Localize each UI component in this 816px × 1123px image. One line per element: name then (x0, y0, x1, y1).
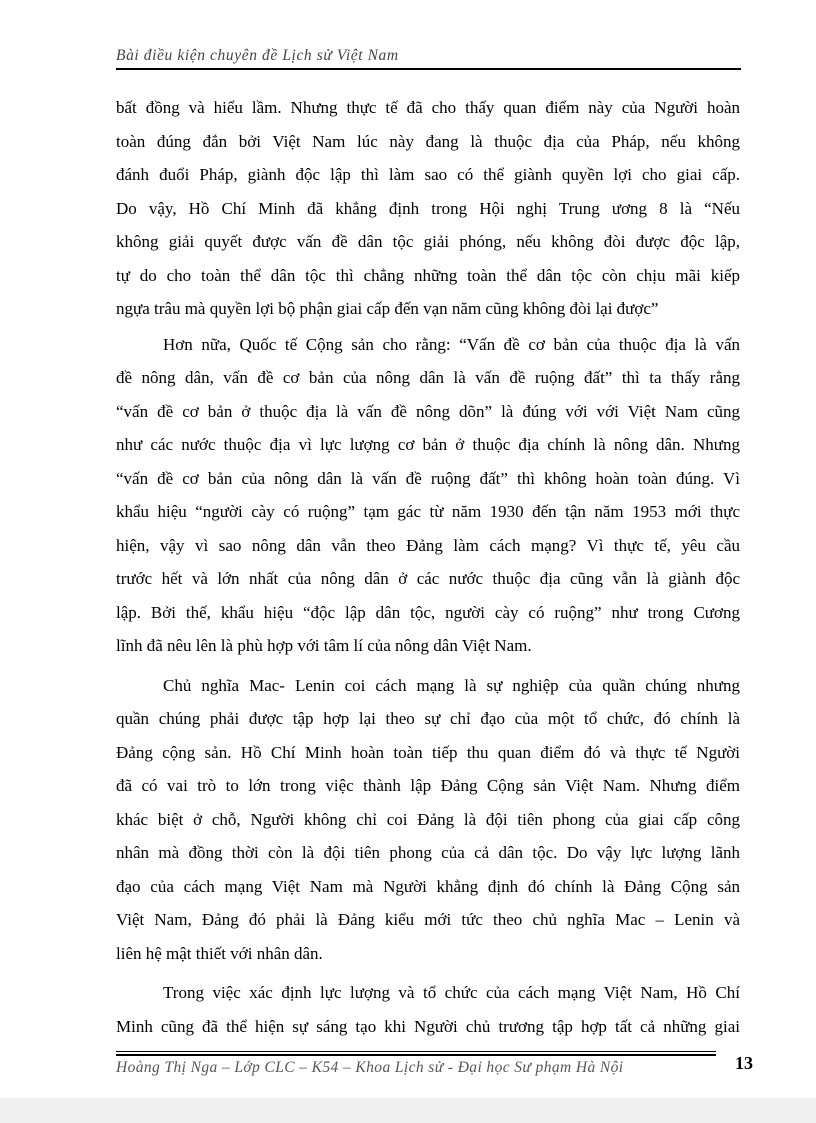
text-line: lĩnh đã nêu lên là phù hợp với tâm lí của nông dân Việt Nam. (116, 636, 532, 655)
footer-rule (116, 1051, 716, 1052)
paragraph-1 (116, 93, 740, 328)
text-line: quần chúng phải được tập hợp lại theo sự chỉ đạo của một tổ chức, đó chính là (116, 709, 740, 728)
text-line: Minh cũng đã thể hiện sự sáng tạo khi Người chủ trương tập hợp tất cả những giai (116, 1016, 740, 1036)
header-title: Bài điều kiện chuyên đề Lịch sử Việt Nam (116, 47, 399, 64)
paragraph-3 (116, 671, 740, 973)
text-line: lập. Bởi thế, khẩu hiệu “độc lập dân tộc, người cày có ruộng” như trong Cương (116, 602, 740, 622)
footer-author-line: Hoàng Thị Nga – Lớp CLC – K54 – Khoa Lịch sử - Đại học Sư phạm Hà Nội (116, 1059, 624, 1076)
text-line: hiện, vậy vì sao nông dân vẫn theo Đảng làm cách mạng? Vì thực tế, yêu cầu (116, 535, 740, 555)
text-line: như các nước thuộc địa vì lực lượng cơ bản ở thuộc địa chính là nông dân. Nhưng (116, 435, 740, 454)
text-line: trước hết và lớn nhất của nông dân ở các nước thuộc địa cũng vẫn là giành độc (116, 569, 740, 588)
text-line: Hơn nữa, Quốc tế Cộng sản cho rằng: “Vấn đề cơ bản của thuộc địa là vấn (163, 334, 740, 354)
text-line: khẩu hiệu “người cày có ruộng” tạm gác từ năm 1930 đến tận năm 1953 mới thực (116, 502, 740, 521)
text-line: đề nông dân, vấn đề cơ bản của nông dân là vấn đề ruộng đất” thì ta thấy rằng (116, 368, 740, 387)
paragraph-2 (116, 330, 740, 665)
text-line: Do vậy, Hồ Chí Minh đã khẳng định trong Hội nghị Trung ương 8 là “Nếu (116, 198, 740, 218)
page-number: 13 (735, 1053, 753, 1073)
text-line: không giải quyết được vấn đề dân tộc giải phóng, nếu không đòi được độc lập, (116, 232, 740, 251)
paragraph-4 (116, 978, 740, 1045)
page-header (116, 47, 741, 70)
text-line: đạo của cách mạng Việt Nam mà Người khẳng định đó chính là Đảng Cộng sản (116, 876, 740, 896)
text-line: Đảng cộng sản. Hồ Chí Minh hoàn toàn tiếp thu quan điểm đó và thực tế Người (116, 742, 740, 762)
page-footer (116, 1051, 716, 1077)
page-bottom-strip (0, 1098, 816, 1123)
text-line: khác biệt ở chỗ, Người không chỉ coi Đảng là đội tiên phong của giai cấp công (116, 809, 740, 829)
text-line: “vấn đề cơ bản ở thuộc địa là vấn đề nông dõn” là đúng với với Việt Nam cũng (116, 401, 740, 421)
text-line: nhân mà đồng thời còn là đội tiên phong của cả dân tộc. Do vậy lực lượng lãnh (116, 843, 740, 862)
document-body (116, 93, 740, 1045)
text-line: đã có vai trò to lớn trong việc thành lập Đảng Cộng sản Việt Nam. Nhưng điểm (116, 776, 740, 795)
text-line: toàn đúng đắn bởi Việt Nam lúc này đang là thuộc địa của Pháp, nếu không (116, 131, 740, 151)
text-line: “vấn đề cơ bản của nông dân là vấn đề ruộng đất” thì không hoàn toàn đúng. Vì (116, 468, 740, 488)
text-line: bất đồng và hiểu lầm. Nhưng thực tế đã cho thấy quan điểm này của Người hoàn (116, 98, 740, 117)
text-line: liên hệ mật thiết với nhân dân. (116, 943, 323, 963)
text-line: Chủ nghĩa Mac- Lenin coi cách mạng là sự nghiệp của quần chúng nhưng (163, 675, 740, 695)
text-line: ngựa trâu mà quyền lợi bộ phận giai cấp đến vạn năm cũng không đòi lại được” (116, 299, 659, 318)
footer-rule (116, 1054, 716, 1056)
text-line: Việt Nam, Đảng đó phải là Đảng kiểu mới tức theo chủ nghĩa Mac – Lenin và (116, 910, 740, 929)
text-line: đánh đuổi Pháp, giành độc lập thì làm sao có thể giành quyền lợi cho giai cấp. (116, 165, 740, 184)
text-line: Trong việc xác định lực lượng và tổ chức của cách mạng Việt Nam, Hồ Chí (163, 983, 740, 1002)
text-line: tự do cho toàn thể dân tộc thì chẳng những toàn thể dân tộc còn chịu mãi kiếp (116, 265, 740, 285)
